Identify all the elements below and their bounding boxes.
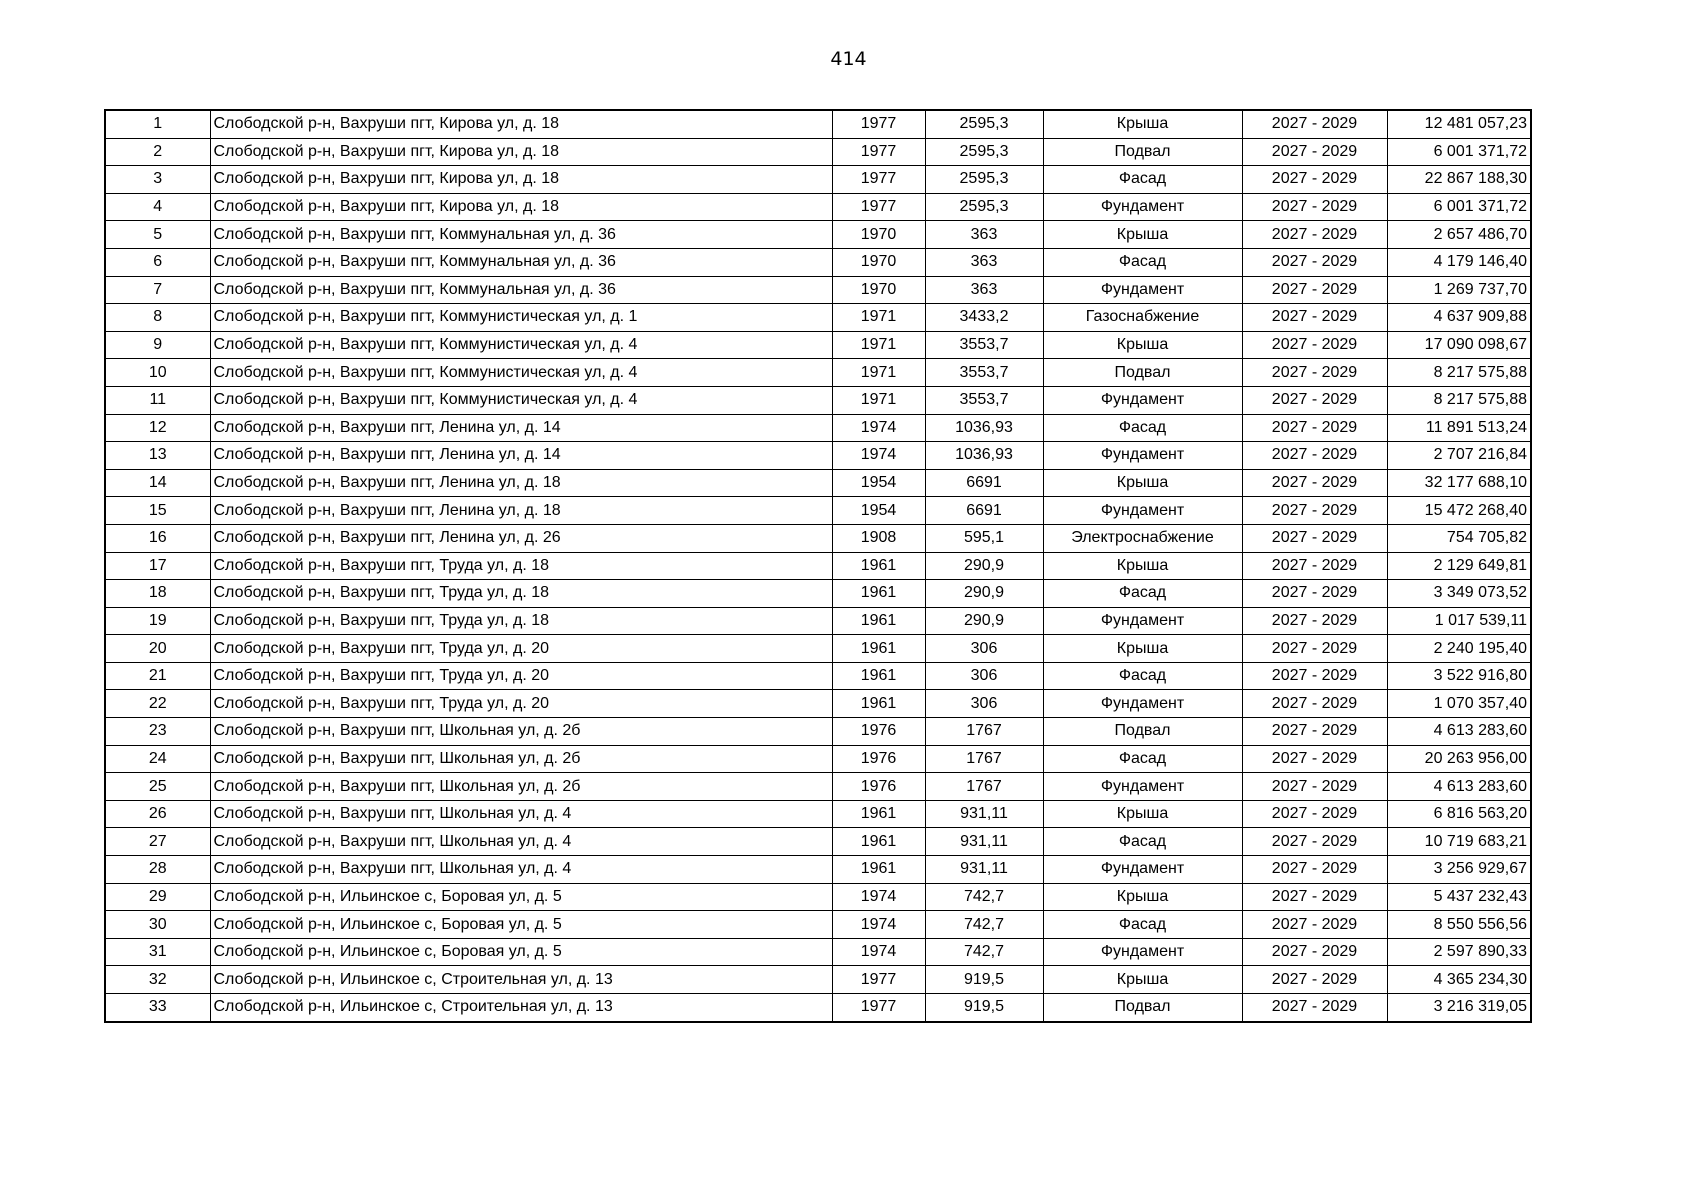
- row-number-cell: 2: [105, 138, 210, 166]
- period-cell: 2027 - 2029: [1242, 166, 1387, 194]
- build-year-cell: 1977: [832, 193, 925, 221]
- table-row: [105, 304, 1531, 332]
- table-row: [105, 193, 1531, 221]
- period-cell: 2027 - 2029: [1242, 552, 1387, 580]
- table-row: [105, 442, 1531, 470]
- cost-cell: 6 001 371,72: [1387, 138, 1531, 166]
- period-cell: 2027 - 2029: [1242, 883, 1387, 911]
- row-number-cell: 27: [105, 828, 210, 856]
- address-cell: Слободской р-н, Вахруши пгт, Труда ул, д. 18: [210, 607, 832, 635]
- cost-cell: 1 070 357,40: [1387, 690, 1531, 718]
- period-cell: 2027 - 2029: [1242, 966, 1387, 994]
- table-row: [105, 635, 1531, 663]
- area-cell: 306: [925, 635, 1043, 663]
- build-year-cell: 1961: [832, 800, 925, 828]
- build-year-cell: 1971: [832, 386, 925, 414]
- address-cell: Слободской р-н, Вахруши пгт, Коммунальная ул, д. 36: [210, 276, 832, 304]
- table-row: [105, 911, 1531, 939]
- period-cell: 2027 - 2029: [1242, 938, 1387, 966]
- area-cell: 1036,93: [925, 414, 1043, 442]
- work-type-cell: Фундамент: [1043, 497, 1242, 525]
- build-year-cell: 1961: [832, 552, 925, 580]
- cost-cell: 17 090 098,67: [1387, 331, 1531, 359]
- address-cell: Слободской р-н, Вахруши пгт, Школьная ул, д. 4: [210, 856, 832, 884]
- address-cell: Слободской р-н, Вахруши пгт, Коммунистическая ул, д. 4: [210, 359, 832, 387]
- build-year-cell: 1977: [832, 966, 925, 994]
- area-cell: 290,9: [925, 552, 1043, 580]
- table-row: [105, 248, 1531, 276]
- row-number-cell: 13: [105, 442, 210, 470]
- area-cell: 363: [925, 276, 1043, 304]
- period-cell: 2027 - 2029: [1242, 994, 1387, 1022]
- area-cell: 2595,3: [925, 193, 1043, 221]
- build-year-cell: 1974: [832, 414, 925, 442]
- period-cell: 2027 - 2029: [1242, 359, 1387, 387]
- period-cell: 2027 - 2029: [1242, 856, 1387, 884]
- address-cell: Слободской р-н, Ильинское с, Боровая ул, д. 5: [210, 938, 832, 966]
- area-cell: 306: [925, 690, 1043, 718]
- address-cell: Слободской р-н, Вахруши пгт, Труда ул, д. 20: [210, 690, 832, 718]
- row-number-cell: 31: [105, 938, 210, 966]
- address-cell: Слободской р-н, Вахруши пгт, Труда ул, д. 20: [210, 662, 832, 690]
- build-year-cell: 1977: [832, 994, 925, 1022]
- period-cell: 2027 - 2029: [1242, 607, 1387, 635]
- work-type-cell: Фасад: [1043, 166, 1242, 194]
- cost-cell: 4 613 283,60: [1387, 718, 1531, 746]
- period-cell: 2027 - 2029: [1242, 690, 1387, 718]
- row-number-cell: 22: [105, 690, 210, 718]
- address-cell: Слободской р-н, Вахруши пгт, Кирова ул, д. 18: [210, 110, 832, 138]
- row-number-cell: 26: [105, 800, 210, 828]
- cost-cell: 1 269 737,70: [1387, 276, 1531, 304]
- work-type-cell: Крыша: [1043, 110, 1242, 138]
- cost-cell: 754 705,82: [1387, 524, 1531, 552]
- cost-cell: 6 816 563,20: [1387, 800, 1531, 828]
- table-row: [105, 552, 1531, 580]
- table-row: [105, 386, 1531, 414]
- build-year-cell: 1970: [832, 276, 925, 304]
- table-row: [105, 662, 1531, 690]
- build-year-cell: 1977: [832, 166, 925, 194]
- cost-cell: 8 217 575,88: [1387, 359, 1531, 387]
- build-year-cell: 1908: [832, 524, 925, 552]
- table-row: [105, 469, 1531, 497]
- period-cell: 2027 - 2029: [1242, 193, 1387, 221]
- work-type-cell: Крыша: [1043, 800, 1242, 828]
- area-cell: 2595,3: [925, 166, 1043, 194]
- address-cell: Слободской р-н, Вахруши пгт, Школьная ул, д. 4: [210, 800, 832, 828]
- table-row: [105, 773, 1531, 801]
- address-cell: Слободской р-н, Ильинское с, Боровая ул, д. 5: [210, 883, 832, 911]
- build-year-cell: 1977: [832, 138, 925, 166]
- period-cell: 2027 - 2029: [1242, 110, 1387, 138]
- address-cell: Слободской р-н, Ильинское с, Боровая ул, д. 5: [210, 911, 832, 939]
- area-cell: 3553,7: [925, 331, 1043, 359]
- row-number-cell: 17: [105, 552, 210, 580]
- row-number-cell: 29: [105, 883, 210, 911]
- work-type-cell: Подвал: [1043, 359, 1242, 387]
- cost-cell: 3 349 073,52: [1387, 580, 1531, 608]
- period-cell: 2027 - 2029: [1242, 276, 1387, 304]
- period-cell: 2027 - 2029: [1242, 662, 1387, 690]
- row-number-cell: 21: [105, 662, 210, 690]
- cost-cell: 2 240 195,40: [1387, 635, 1531, 663]
- period-cell: 2027 - 2029: [1242, 800, 1387, 828]
- period-cell: 2027 - 2029: [1242, 828, 1387, 856]
- work-type-cell: Крыша: [1043, 635, 1242, 663]
- table-row: [105, 718, 1531, 746]
- cost-cell: 8 217 575,88: [1387, 386, 1531, 414]
- period-cell: 2027 - 2029: [1242, 304, 1387, 332]
- cost-cell: 3 256 929,67: [1387, 856, 1531, 884]
- period-cell: 2027 - 2029: [1242, 635, 1387, 663]
- table-row: [105, 331, 1531, 359]
- cost-cell: 2 657 486,70: [1387, 221, 1531, 249]
- row-number-cell: 19: [105, 607, 210, 635]
- cost-cell: 32 177 688,10: [1387, 469, 1531, 497]
- work-type-cell: Крыша: [1043, 883, 1242, 911]
- work-type-cell: Фасад: [1043, 911, 1242, 939]
- row-number-cell: 20: [105, 635, 210, 663]
- period-cell: 2027 - 2029: [1242, 469, 1387, 497]
- period-cell: 2027 - 2029: [1242, 442, 1387, 470]
- build-year-cell: 1954: [832, 497, 925, 525]
- row-number-cell: 7: [105, 276, 210, 304]
- address-cell: Слободской р-н, Вахруши пгт, Коммунистическая ул, д. 1: [210, 304, 832, 332]
- build-year-cell: 1961: [832, 662, 925, 690]
- row-number-cell: 15: [105, 497, 210, 525]
- table-row: [105, 414, 1531, 442]
- address-cell: Слободской р-н, Вахруши пгт, Ленина ул, д. 18: [210, 469, 832, 497]
- cost-cell: 1 017 539,11: [1387, 607, 1531, 635]
- work-type-cell: Подвал: [1043, 994, 1242, 1022]
- area-cell: 363: [925, 221, 1043, 249]
- row-number-cell: 33: [105, 994, 210, 1022]
- period-cell: 2027 - 2029: [1242, 386, 1387, 414]
- area-cell: 3553,7: [925, 386, 1043, 414]
- table-row: [105, 497, 1531, 525]
- cost-cell: 10 719 683,21: [1387, 828, 1531, 856]
- table-row: [105, 745, 1531, 773]
- table-row: [105, 938, 1531, 966]
- address-cell: Слободской р-н, Вахруши пгт, Школьная ул, д. 2б: [210, 773, 832, 801]
- work-type-cell: Электроснабжение: [1043, 524, 1242, 552]
- period-cell: 2027 - 2029: [1242, 580, 1387, 608]
- build-year-cell: 1961: [832, 856, 925, 884]
- build-year-cell: 1976: [832, 773, 925, 801]
- row-number-cell: 5: [105, 221, 210, 249]
- row-number-cell: 24: [105, 745, 210, 773]
- period-cell: 2027 - 2029: [1242, 745, 1387, 773]
- table-row: [105, 828, 1531, 856]
- cost-cell: 4 613 283,60: [1387, 773, 1531, 801]
- table-row: [105, 800, 1531, 828]
- address-cell: Слободской р-н, Вахруши пгт, Ленина ул, д. 18: [210, 497, 832, 525]
- build-year-cell: 1961: [832, 580, 925, 608]
- address-cell: Слободской р-н, Вахруши пгт, Труда ул, д. 18: [210, 552, 832, 580]
- row-number-cell: 4: [105, 193, 210, 221]
- area-cell: 742,7: [925, 938, 1043, 966]
- work-type-cell: Фундамент: [1043, 276, 1242, 304]
- cost-cell: 12 481 057,23: [1387, 110, 1531, 138]
- row-number-cell: 12: [105, 414, 210, 442]
- address-cell: Слободской р-н, Вахруши пгт, Коммунальная ул, д. 36: [210, 248, 832, 276]
- address-cell: Слободской р-н, Вахруши пгт, Ленина ул, д. 26: [210, 524, 832, 552]
- period-cell: 2027 - 2029: [1242, 221, 1387, 249]
- build-year-cell: 1970: [832, 221, 925, 249]
- build-year-cell: 1976: [832, 718, 925, 746]
- page-number: 414: [830, 48, 867, 70]
- area-cell: 306: [925, 662, 1043, 690]
- build-year-cell: 1961: [832, 828, 925, 856]
- period-cell: 2027 - 2029: [1242, 248, 1387, 276]
- work-type-cell: Фундамент: [1043, 442, 1242, 470]
- build-year-cell: 1961: [832, 607, 925, 635]
- table-row: [105, 166, 1531, 194]
- row-number-cell: 25: [105, 773, 210, 801]
- build-year-cell: 1971: [832, 359, 925, 387]
- address-cell: Слободской р-н, Вахруши пгт, Кирова ул, д. 18: [210, 138, 832, 166]
- cost-cell: 4 179 146,40: [1387, 248, 1531, 276]
- work-type-cell: Фундамент: [1043, 856, 1242, 884]
- build-year-cell: 1976: [832, 745, 925, 773]
- area-cell: 919,5: [925, 966, 1043, 994]
- row-number-cell: 6: [105, 248, 210, 276]
- work-type-cell: Фундамент: [1043, 607, 1242, 635]
- cost-cell: 4 365 234,30: [1387, 966, 1531, 994]
- row-number-cell: 30: [105, 911, 210, 939]
- cost-cell: 3 522 916,80: [1387, 662, 1531, 690]
- period-cell: 2027 - 2029: [1242, 524, 1387, 552]
- table-row: [105, 524, 1531, 552]
- row-number-cell: 9: [105, 331, 210, 359]
- build-year-cell: 1971: [832, 304, 925, 332]
- cost-cell: 3 216 319,05: [1387, 994, 1531, 1022]
- table-row: [105, 883, 1531, 911]
- area-cell: 2595,3: [925, 138, 1043, 166]
- build-year-cell: 1961: [832, 635, 925, 663]
- work-type-cell: Фундамент: [1043, 690, 1242, 718]
- cost-cell: 15 472 268,40: [1387, 497, 1531, 525]
- work-type-cell: Фундамент: [1043, 773, 1242, 801]
- build-year-cell: 1970: [832, 248, 925, 276]
- table-row: [105, 607, 1531, 635]
- cost-cell: 20 263 956,00: [1387, 745, 1531, 773]
- area-cell: 6691: [925, 497, 1043, 525]
- address-cell: Слободской р-н, Вахруши пгт, Школьная ул, д. 2б: [210, 718, 832, 746]
- work-type-cell: Крыша: [1043, 469, 1242, 497]
- address-cell: Слободской р-н, Ильинское с, Строительная ул, д. 13: [210, 966, 832, 994]
- work-type-cell: Фасад: [1043, 580, 1242, 608]
- build-year-cell: 1977: [832, 110, 925, 138]
- capital-repair-table: [104, 109, 1532, 1023]
- address-cell: Слободской р-н, Вахруши пгт, Труда ул, д. 18: [210, 580, 832, 608]
- period-cell: 2027 - 2029: [1242, 718, 1387, 746]
- row-number-cell: 1: [105, 110, 210, 138]
- build-year-cell: 1974: [832, 442, 925, 470]
- row-number-cell: 14: [105, 469, 210, 497]
- row-number-cell: 11: [105, 386, 210, 414]
- area-cell: 1767: [925, 745, 1043, 773]
- area-cell: 742,7: [925, 911, 1043, 939]
- address-cell: Слободской р-н, Вахруши пгт, Кирова ул, д. 18: [210, 193, 832, 221]
- row-number-cell: 16: [105, 524, 210, 552]
- table-row: [105, 994, 1531, 1022]
- row-number-cell: 32: [105, 966, 210, 994]
- cost-cell: 11 891 513,24: [1387, 414, 1531, 442]
- work-type-cell: Газоснабжение: [1043, 304, 1242, 332]
- cost-cell: 6 001 371,72: [1387, 193, 1531, 221]
- cost-cell: 5 437 232,43: [1387, 883, 1531, 911]
- work-type-cell: Крыша: [1043, 331, 1242, 359]
- address-cell: Слободской р-н, Вахруши пгт, Школьная ул, д. 2б: [210, 745, 832, 773]
- build-year-cell: 1974: [832, 938, 925, 966]
- address-cell: Слободской р-н, Вахруши пгт, Коммунальная ул, д. 36: [210, 221, 832, 249]
- cost-cell: 8 550 556,56: [1387, 911, 1531, 939]
- period-cell: 2027 - 2029: [1242, 414, 1387, 442]
- area-cell: 1767: [925, 773, 1043, 801]
- area-cell: 1036,93: [925, 442, 1043, 470]
- address-cell: Слободской р-н, Вахруши пгт, Коммунистическая ул, д. 4: [210, 386, 832, 414]
- area-cell: 931,11: [925, 800, 1043, 828]
- area-cell: 931,11: [925, 828, 1043, 856]
- period-cell: 2027 - 2029: [1242, 331, 1387, 359]
- table-row: [105, 221, 1531, 249]
- build-year-cell: 1974: [832, 883, 925, 911]
- address-cell: Слободской р-н, Вахруши пгт, Коммунистическая ул, д. 4: [210, 331, 832, 359]
- work-type-cell: Фасад: [1043, 745, 1242, 773]
- work-type-cell: Фасад: [1043, 248, 1242, 276]
- work-type-cell: Подвал: [1043, 138, 1242, 166]
- area-cell: 290,9: [925, 607, 1043, 635]
- work-type-cell: Крыша: [1043, 221, 1242, 249]
- work-type-cell: Фундамент: [1043, 938, 1242, 966]
- period-cell: 2027 - 2029: [1242, 911, 1387, 939]
- area-cell: 2595,3: [925, 110, 1043, 138]
- work-type-cell: Фасад: [1043, 414, 1242, 442]
- cost-cell: 22 867 188,30: [1387, 166, 1531, 194]
- area-cell: 6691: [925, 469, 1043, 497]
- work-type-cell: Подвал: [1043, 718, 1242, 746]
- work-type-cell: Крыша: [1043, 966, 1242, 994]
- address-cell: Слободской р-н, Вахруши пгт, Ленина ул, д. 14: [210, 414, 832, 442]
- address-cell: Слободской р-н, Вахруши пгт, Кирова ул, д. 18: [210, 166, 832, 194]
- table-body: [105, 110, 1531, 1022]
- work-type-cell: Фасад: [1043, 662, 1242, 690]
- cost-cell: 2 129 649,81: [1387, 552, 1531, 580]
- period-cell: 2027 - 2029: [1242, 773, 1387, 801]
- area-cell: 3433,2: [925, 304, 1043, 332]
- table-row: [105, 580, 1531, 608]
- area-cell: 595,1: [925, 524, 1043, 552]
- build-year-cell: 1974: [832, 911, 925, 939]
- table-row: [105, 690, 1531, 718]
- table-row: [105, 359, 1531, 387]
- address-cell: Слободской р-н, Вахруши пгт, Труда ул, д. 20: [210, 635, 832, 663]
- address-cell: Слободской р-н, Вахруши пгт, Школьная ул, д. 4: [210, 828, 832, 856]
- area-cell: 290,9: [925, 580, 1043, 608]
- area-cell: 742,7: [925, 883, 1043, 911]
- row-number-cell: 3: [105, 166, 210, 194]
- build-year-cell: 1961: [832, 690, 925, 718]
- area-cell: 1767: [925, 718, 1043, 746]
- work-type-cell: Крыша: [1043, 552, 1242, 580]
- area-cell: 3553,7: [925, 359, 1043, 387]
- table-row: [105, 966, 1531, 994]
- row-number-cell: 28: [105, 856, 210, 884]
- work-type-cell: Фундамент: [1043, 386, 1242, 414]
- row-number-cell: 10: [105, 359, 210, 387]
- table-row: [105, 856, 1531, 884]
- address-cell: Слободской р-н, Ильинское с, Строительная ул, д. 13: [210, 994, 832, 1022]
- period-cell: 2027 - 2029: [1242, 497, 1387, 525]
- cost-cell: 2 597 890,33: [1387, 938, 1531, 966]
- row-number-cell: 18: [105, 580, 210, 608]
- work-type-cell: Фундамент: [1043, 193, 1242, 221]
- period-cell: 2027 - 2029: [1242, 138, 1387, 166]
- area-cell: 919,5: [925, 994, 1043, 1022]
- area-cell: 931,11: [925, 856, 1043, 884]
- build-year-cell: 1971: [832, 331, 925, 359]
- row-number-cell: 23: [105, 718, 210, 746]
- table-row: [105, 110, 1531, 138]
- table-row: [105, 276, 1531, 304]
- work-type-cell: Фасад: [1043, 828, 1242, 856]
- table-row: [105, 138, 1531, 166]
- cost-cell: 4 637 909,88: [1387, 304, 1531, 332]
- row-number-cell: 8: [105, 304, 210, 332]
- cost-cell: 2 707 216,84: [1387, 442, 1531, 470]
- address-cell: Слободской р-н, Вахруши пгт, Ленина ул, д. 14: [210, 442, 832, 470]
- area-cell: 363: [925, 248, 1043, 276]
- build-year-cell: 1954: [832, 469, 925, 497]
